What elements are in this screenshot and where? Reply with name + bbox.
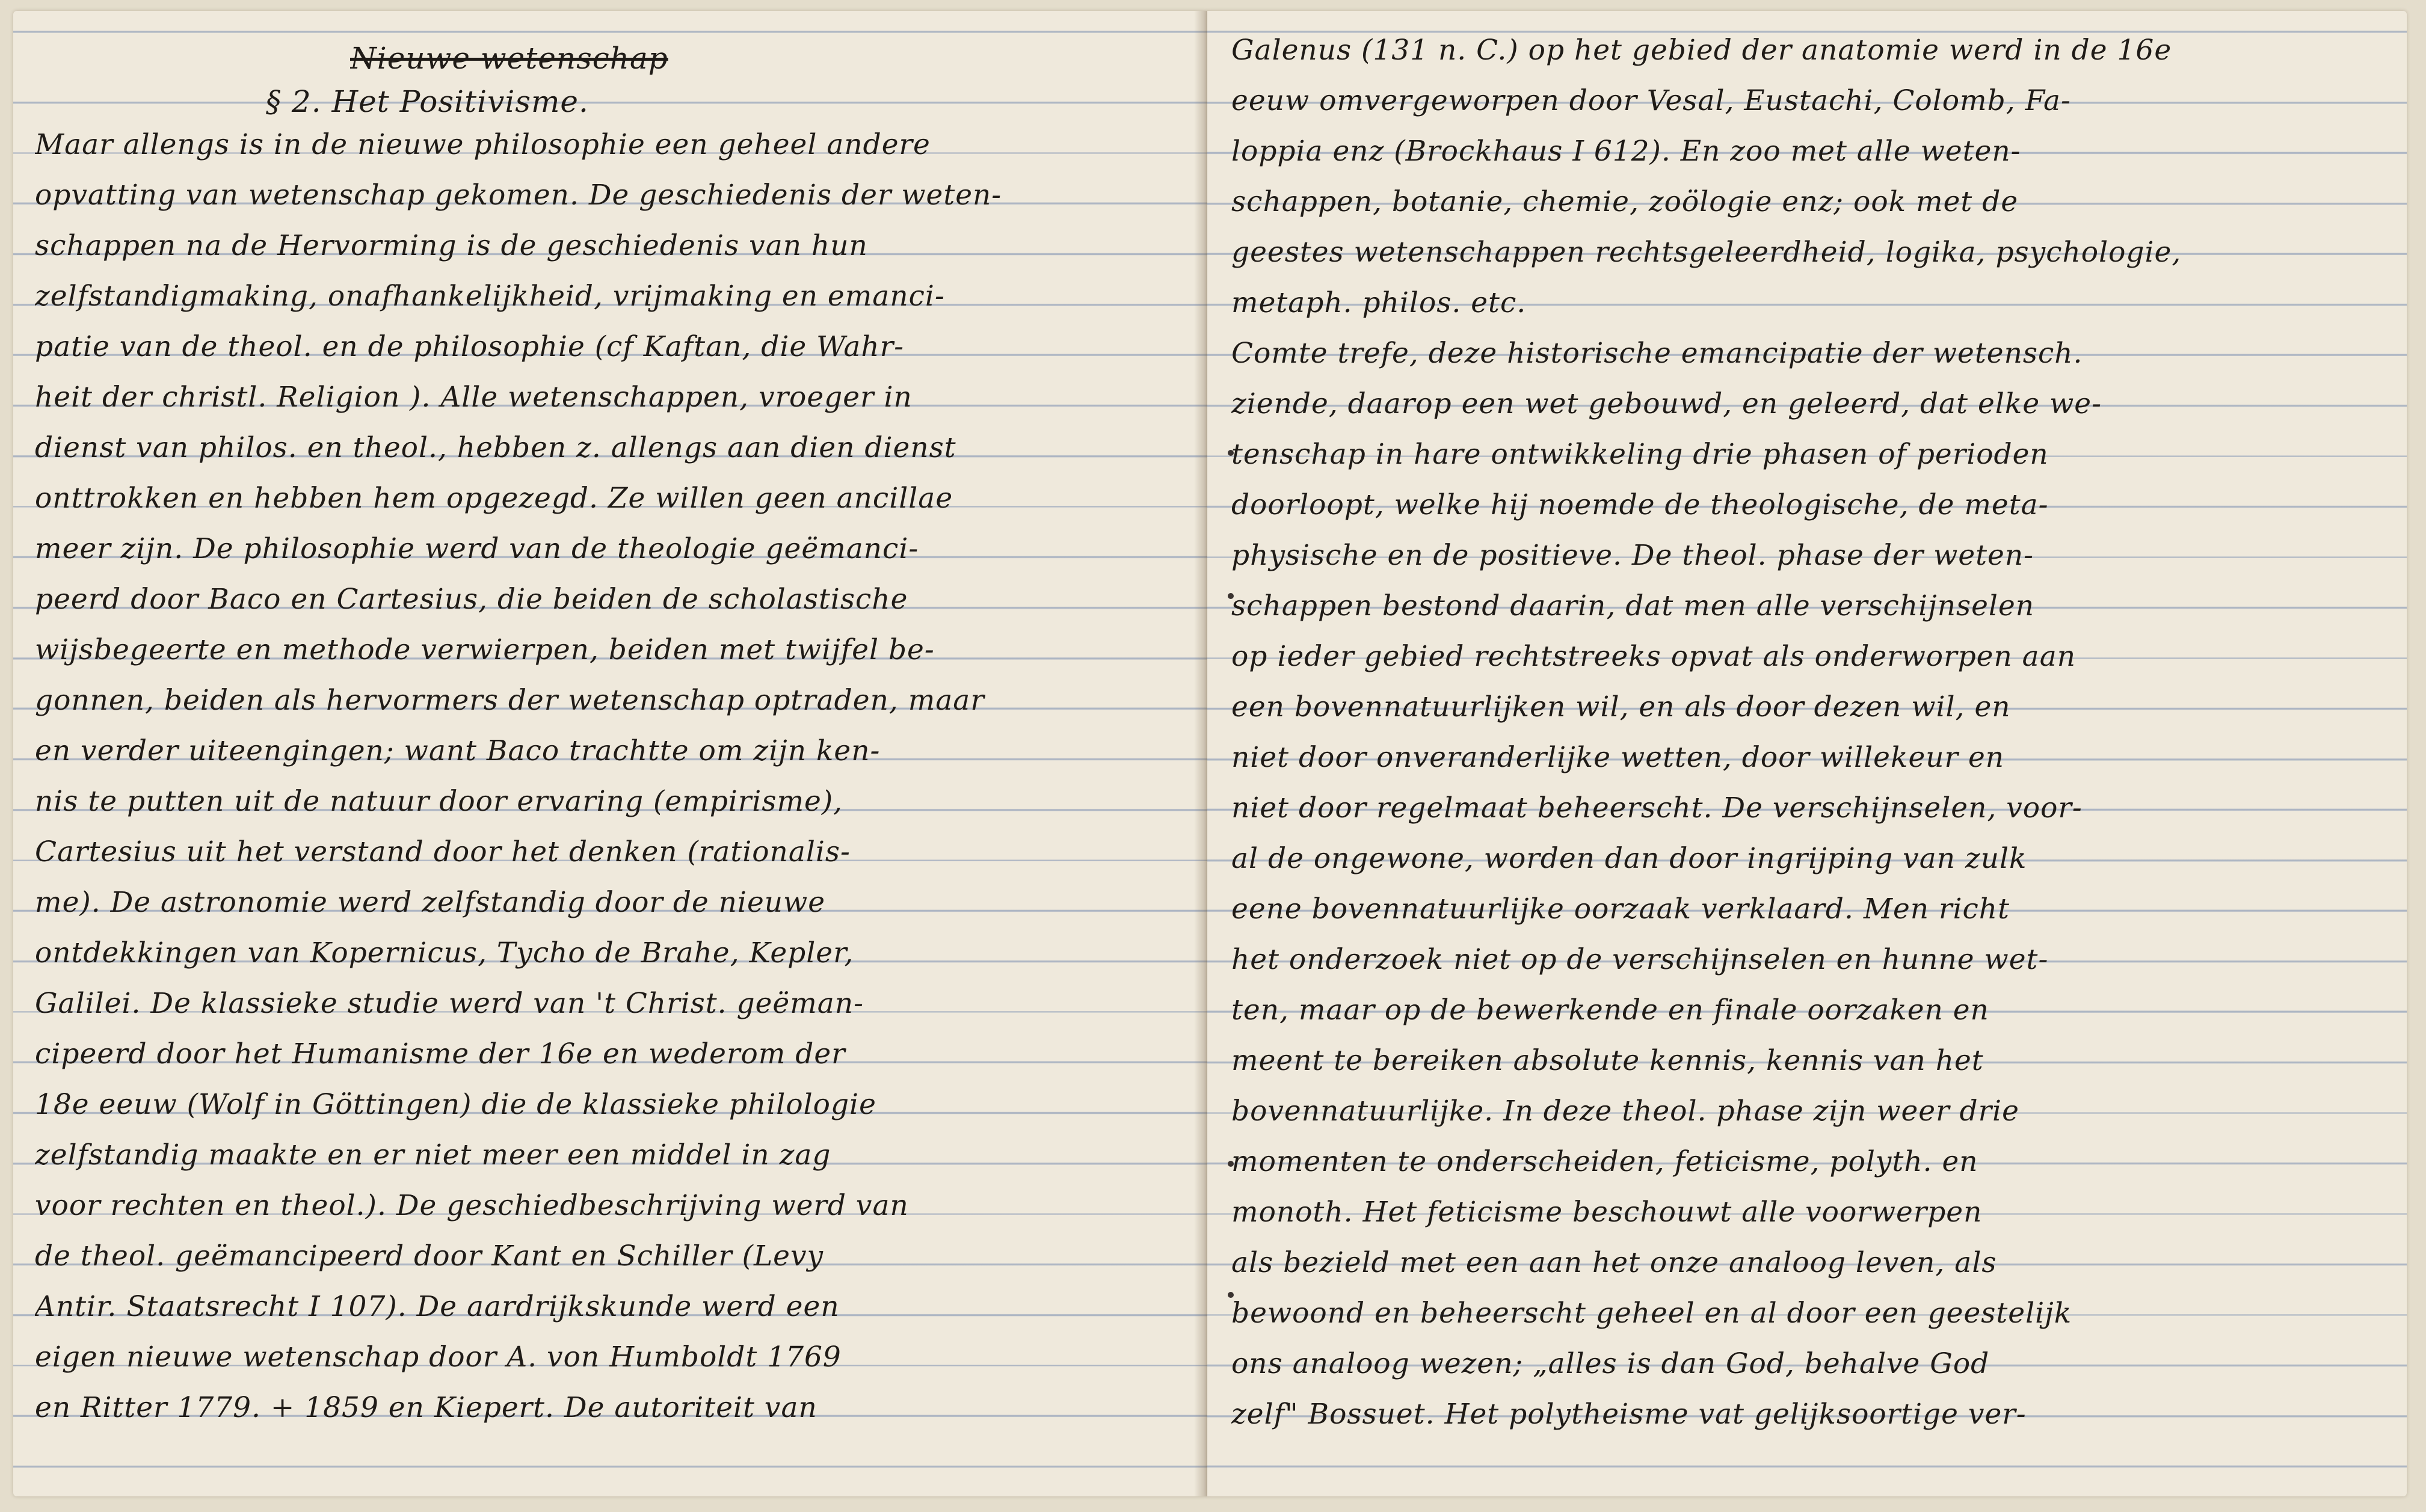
handwritten-line: 18e eeuw (Wolf in Göttingen) die de klassieke philologie — [35, 1088, 876, 1121]
handwritten-line: ons analoog wezen; „alles is dan God, behalve God — [1231, 1347, 1990, 1380]
left-page — [13, 11, 1207, 1496]
handwritten-line: Antir. Staatsrecht I 107). De aardrijkskunde werd een — [35, 1290, 840, 1323]
handwritten-line: schappen, botanie, chemie, zoölogie enz; ook met de — [1231, 185, 2019, 218]
handwritten-line: me). De astronomie werd zelfstandig door de nieuwe — [35, 886, 826, 919]
handwritten-line: eigen nieuwe wetenschap door A. von Humboldt 1769 — [35, 1341, 842, 1374]
handwritten-line: schappen bestond daarin, dat men alle verschijnselen — [1231, 589, 2035, 622]
handwritten-line: Maar allengs is in de nieuwe philosophie een geheel andere — [35, 128, 931, 161]
handwritten-line: en verder uiteengingen; want Baco trachtte om zijn ken- — [35, 734, 881, 767]
handwritten-line: op ieder gebied rechtstreeks opvat als onderworpen aan — [1231, 640, 2076, 673]
handwritten-line: onttrokken en hebben hem opgezegd. Ze willen geen ancillae — [35, 482, 953, 515]
handwritten-line: als bezield met een aan het onze analoog leven, als — [1231, 1246, 1997, 1279]
handwritten-line: loppia enz (Brockhaus I 612). En zoo met alle weten- — [1231, 135, 2021, 168]
handwritten-line: meer zijn. De philosophie werd van de theologie geëmanci- — [35, 532, 919, 565]
handwritten-line: geestes wetenschappen rechtsgeleerdheid, logika, psychologie, — [1231, 236, 2182, 269]
handwritten-line: wijsbegeerte en methode verwierpen, beiden met twijfel be- — [35, 633, 935, 666]
right-page — [1207, 11, 2407, 1496]
struck-heading: Nieuwe wetenschap — [350, 41, 668, 76]
handwritten-line: ontdekkingen van Kopernicus, Tycho de Brahe, Kepler, — [35, 936, 854, 970]
handwritten-line: patie van de theol. en de philosophie (cf Kaftan, die Wahr- — [35, 330, 905, 363]
handwritten-line: zelfstandigmaking, onafhankelijkheid, vrijmaking en emanci- — [35, 280, 945, 313]
handwritten-line: peerd door Baco en Cartesius, die beiden de scholastische — [35, 583, 908, 616]
handwritten-line: bovennatuurlijke. In deze theol. phase zijn weer drie — [1231, 1095, 2019, 1128]
handwritten-line: ten, maar op de bewerkende en finale oorzaken en — [1231, 994, 1989, 1027]
handwritten-line: zelf" Bossuet. Het polytheisme vat gelijksoortige ver- — [1231, 1398, 2027, 1431]
handwritten-line: niet door onveranderlijke wetten, door willekeur en — [1231, 741, 2005, 774]
handwritten-line: Galilei. De klassieke studie werd van 't Christ. geëman- — [35, 987, 864, 1020]
handwritten-line: de theol. geëmancipeerd door Kant en Schiller (Levy — [35, 1240, 824, 1273]
handwritten-line: ziende, daarop een wet gebouwd, en geleerd, dat elke we- — [1231, 387, 2102, 420]
handwritten-line: cipeerd door het Humanisme der 16e en wederom der — [35, 1037, 846, 1071]
handwritten-line: physische en de positieve. De theol. phase der weten- — [1231, 539, 2034, 572]
handwritten-line: eeuw omvergeworpen door Vesal, Eustachi, Colomb, Fa- — [1231, 84, 2071, 117]
handwritten-line: Cartesius uit het verstand door het denken (rationalis- — [35, 835, 851, 868]
handwritten-line: metaph. philos. etc. — [1231, 286, 1527, 319]
handwritten-line: zelfstandig maakte en er niet meer een middel in zag — [35, 1139, 831, 1172]
handwritten-line: dienst van philos. en theol., hebben z. allengs aan dien dienst — [35, 431, 956, 464]
handwritten-line: monoth. Het feticisme beschouwt alle voorwerpen — [1231, 1196, 1983, 1229]
handwritten-line: voor rechten en theol.). De geschiedbeschrijving werd van — [35, 1189, 909, 1222]
handwritten-line: al de ongewone, worden dan door ingrijping van zulk — [1231, 842, 2027, 875]
handwritten-line: het onderzoek niet op de verschijnselen en hunne wet- — [1231, 943, 2049, 976]
handwritten-line: tenschap in hare ontwikkeling drie phasen of perioden — [1231, 438, 2049, 471]
handwritten-line: schappen na de Hervorming is de geschiedenis van hun — [35, 229, 868, 262]
handwritten-line: opvatting van wetenschap gekomen. De geschiedenis der weten- — [35, 179, 1002, 212]
handwritten-line: nis te putten uit de natuur door ervaring (empirisme), — [35, 785, 843, 818]
handwritten-line: eene bovennatuurlijke oorzaak verklaard. Men richt — [1231, 893, 2010, 926]
handwritten-line: gonnen, beiden als hervormers der wetenschap optraden, maar — [35, 684, 985, 717]
handwritten-line: meent te bereiken absolute kennis, kennis van het — [1231, 1044, 1984, 1077]
handwritten-line: een bovennatuurlijken wil, en als door dezen wil, en — [1231, 690, 2011, 724]
handwritten-line: Comte trefe, deze historische emancipatie der wetensch. — [1231, 337, 2083, 370]
handwritten-line: Galenus (131 n. C.) op het gebied der anatomie werd in de 16e — [1231, 34, 2172, 67]
handwritten-line: en Ritter 1779. + 1859 en Kiepert. De autoriteit van — [35, 1391, 817, 1424]
handwritten-line: heit der christl. Religion ). Alle wetenschappen, vroeger in — [35, 381, 913, 414]
handwritten-line: momenten te onderscheiden, feticisme, polyth. en — [1231, 1145, 1978, 1178]
section-heading: § 2. Het Positivisme. — [266, 84, 589, 119]
handwritten-line: bewoond en beheerscht geheel en al door een geestelijk — [1231, 1297, 2072, 1330]
handwritten-line: niet door regelmaat beheerscht. De verschijnselen, voor- — [1231, 791, 2083, 825]
handwritten-line: doorloopt, welke hij noemde de theologische, de meta- — [1231, 488, 2049, 521]
